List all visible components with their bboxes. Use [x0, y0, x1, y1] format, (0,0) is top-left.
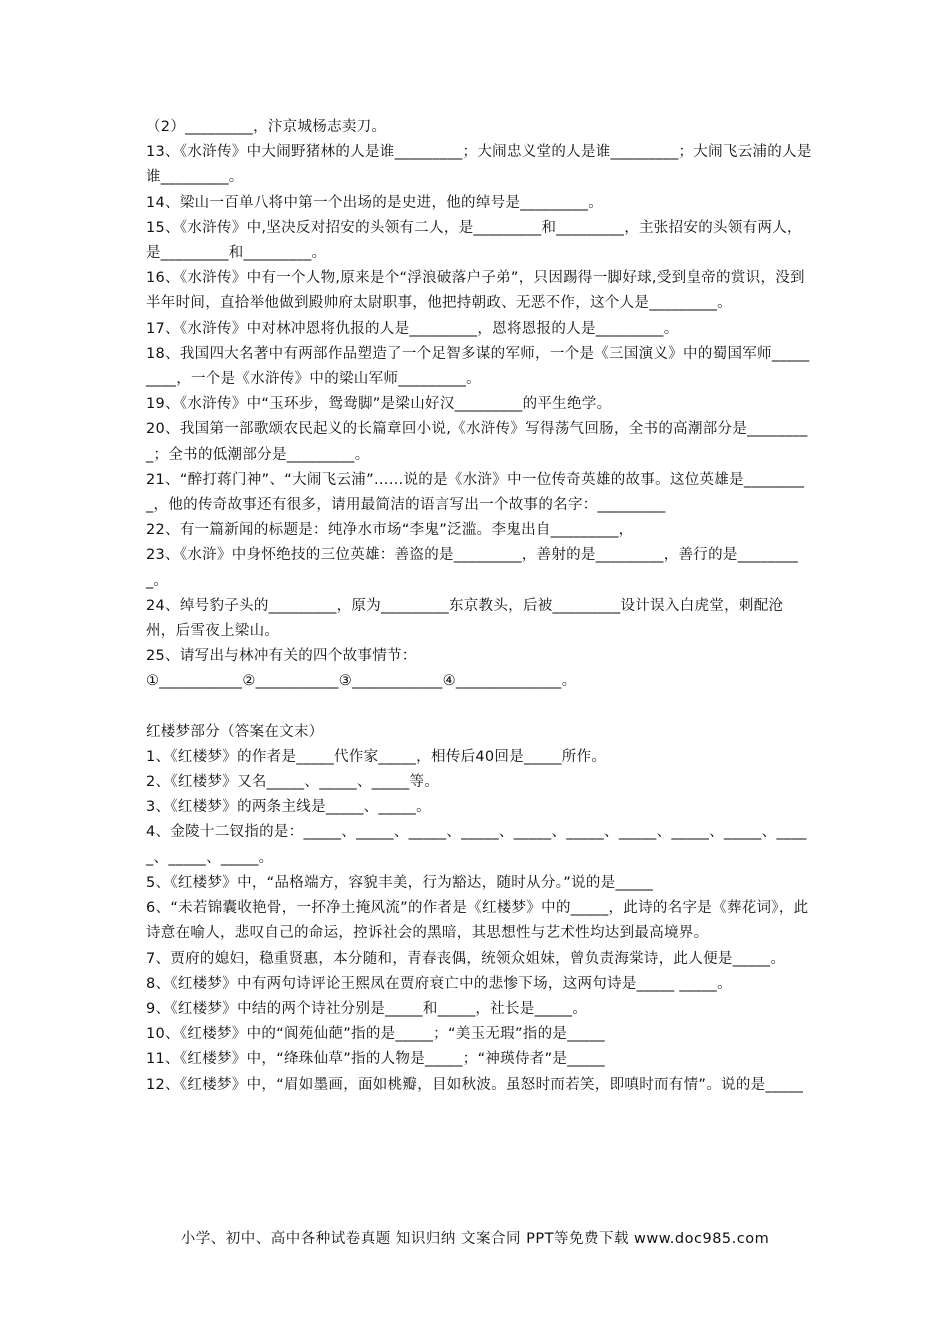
- question-line: 24、绰号豹子头的_________，原为_________东京教头，后被_________设计误入白虎堂，刺配沧州，后雪夜上梁山。: [146, 597, 784, 640]
- question-line: 23、《水浒》中身怀绝技的三位英雄：善盗的是_________，善射的是_________，善行的是_________。: [146, 547, 799, 589]
- question-line: 20、我国第一部歌颂农民起义的长篇章回小说,《水浒传》写得荡气回肠，全书的高潮部分是_________；全书的低潮部分是_________。: [146, 421, 808, 463]
- question-line: 10、《红楼梦》中的“阆苑仙葩”指的是_____；“美玉无瑕”指的是_____: [146, 1026, 605, 1043]
- question-line: 17、《水浒传》中对林冲恩将仇报的人是_________，恩将恩报的人是_________。: [146, 320, 679, 337]
- question-line: 15、《水浒传》中,坚决反对招安的头领有二人，是_________和_________，主张招安的头领有两人，是_________和_________。: [146, 219, 802, 262]
- document-body: [146, 115, 812, 1098]
- question-line: 8、《红楼梦》中有两句诗评论王熙凤在贾府衰亡中的悲惨下场，这两句诗是_____ _____。: [146, 975, 732, 992]
- question-line: ①___________②___________③____________④______________。: [146, 673, 577, 690]
- question-line: 6、“未若锦囊收艳骨，一抔净土掩风流”的作者是《红楼梦》中的_____，此诗的名字是《葬花词》，此诗意在喻人，悲叹自己的命运，控诉社会的黑暗，其思想性与艺术性均达到最高境界。: [146, 900, 809, 942]
- question-line: 22、有一篇新闻的标题是：纯净水市场“李鬼”泛滥。李鬼出自_________，: [146, 522, 634, 539]
- section-spacer: [146, 695, 812, 720]
- question-line: 21、“醉打蒋门神”、“大闹飞云浦”……说的是《水浒》中一位传奇英雄的故事。这位英雄是_________，他的传奇故事还有很多，请用最简洁的语言写出一个故事的名字：_________: [146, 471, 805, 514]
- question-line: 12、《红楼梦》中，“眉如墨画，面如桃瓣，目如秋波。虽怒时而若笑，即嗔时而有情”。说的是_____: [146, 1076, 804, 1093]
- question-line: 25、请写出与林冲有关的四个故事情节：: [146, 648, 417, 665]
- question-line: （2）_________，汴京城杨志卖刀。: [146, 119, 387, 135]
- section-heading: 红楼梦部分（答案在文末）: [146, 723, 324, 740]
- question-line: 1、《红楼梦》的作者是_____代作家_____，相传后40回是_____所作。: [146, 748, 607, 765]
- question-line: 2、《红楼梦》又名_____、_____、_____等。: [146, 774, 440, 791]
- question-line: 18、我国四大名著中有两部作品塑造了一个足智多谋的军师，一个是《三国演义》中的蜀国军师_________，一个是《水浒传》中的梁山军师_________。: [146, 345, 810, 388]
- question-line: 4、金陵十二钗指的是：_____、_____、_____、_____、_____、_____、_____、_____、_____、_____、_____、_____。: [146, 824, 807, 866]
- question-line: 11、《红楼梦》中，“绛珠仙草”指的人物是_____；“神瑛侍者”是_____: [146, 1051, 605, 1068]
- question-line: 3、《红楼梦》的两条主线是_____、_____。: [146, 799, 431, 816]
- page-footer: 小学、初中、高中各种试卷真题 知识归纳 文案合同 PPT等免费下载 www.doc985.com: [180, 1231, 770, 1247]
- question-line: 14、梁山一百单八将中第一个出场的是史进，他的绰号是_________。: [146, 194, 603, 211]
- question-line: 19、《水浒传》中“玉环步，鸳鸯脚”是梁山好汉_________的平生绝学。: [146, 396, 612, 413]
- question-line: 5、《红楼梦》中，“品格端方，容貌丰美，行为豁达，随时从分。”说的是_____: [146, 874, 654, 891]
- question-line: 7、贾府的媳妇，稳重贤惠，本分随和，青春丧偶，统领众姐妹，曾负责海棠诗，此人便是_____。: [146, 950, 786, 967]
- question-line: 9、《红楼梦》中结的两个诗社分别是_____和_____，社长是_____。: [146, 1000, 588, 1017]
- question-line: 16、《水浒传》中有一个人物,原来是个“浮浪破落户子弟”，只因踢得一脚好球,受到皇帝的赏识，没到半年时间，直拾举他做到殿帅府太尉职事，他把持朝政、无恶不作，这个人是_________。: [146, 270, 805, 312]
- question-line: 13、《水浒传》中大闹野猪林的人是谁_________；大闹忠义堂的人是谁_________；大闹飞云浦的人是谁_________。: [146, 144, 812, 186]
